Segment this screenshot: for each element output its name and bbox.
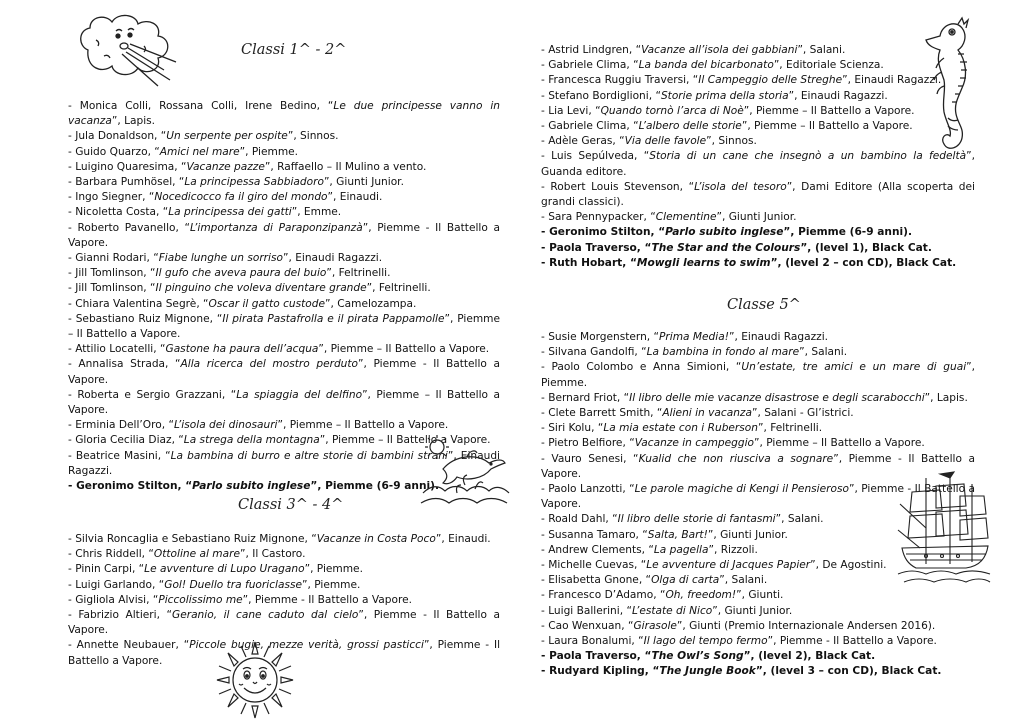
book-title: Le avventure di Lupo Uragano [144,563,305,576]
book-entry [68,608,500,638]
book-publisher: ”, Giunti Junior. [707,528,788,541]
book-author: - Geronimo Stilton, “ [541,226,666,239]
book-entry [541,210,975,225]
book-entry [541,436,975,451]
book-title: La bambina in fondo al mare [646,346,800,359]
book-entry [68,388,500,418]
book-publisher: ”, Piemme. [239,145,299,158]
book-entry [541,588,975,603]
book-author: - Laura Bonalumi, “ [541,635,644,648]
book-publisher: ”, Raffaello – Il Mulino a vento. [264,160,427,173]
book-entry [68,145,500,160]
sailing-ship-icon [896,470,994,590]
book-title: La banda del bicarbonato [638,59,774,72]
book-author: - Elisabetta Gnone, “ [541,574,652,587]
book-publisher: ”, Piemme – Il Battello a Vapore. [319,434,491,447]
book-entry [68,251,500,266]
heading-classe-5: Classe 5^ [727,297,801,313]
book-title: Quando tornò l’arca di Noè [600,104,744,117]
book-publisher: ”, Einaudi Ragazzi. [728,331,829,343]
book-author: - Jill Tomlinson, “ [68,267,156,280]
book-publisher: ”, Sinnos. [287,130,339,143]
book-title: Prima Media! [659,331,729,343]
book-publisher: ”, Einaudi Ragazzi. [68,449,500,477]
book-publisher: ”, Piemme - Il Battello a Vapore. [68,221,500,249]
book-entry [68,593,500,608]
book-entry [541,619,975,634]
book-title: Gastone ha paura dell’acqua [165,343,319,356]
book-author: - Francesca Ruggiu Traversi, “ [541,74,699,87]
book-publisher: ”, Piemme - Il Battello a Vapore. [541,452,976,480]
book-publisher: ”, Einaudi. [327,191,383,204]
book-author: - Chiara Valentina Segrè, “ [68,297,209,310]
book-publisher: ”, Piemme - Il Battello a Vapore. [68,358,500,386]
book-entry [541,649,975,664]
book-title: L’isola del tesoro [694,180,787,193]
book-title: Vacanze pazze [186,160,265,173]
book-author: - Silvia Roncaglia e Sebastiano Ruiz Mignone, “ [68,533,317,545]
book-publisher: ”, Giunti. [736,589,784,602]
book-author: - Sebastiano Ruiz Mignone, “ [68,312,223,325]
book-entry [541,634,975,649]
book-author: - Vauro Senesi, “ [541,452,639,465]
book-title: La pagella [653,543,709,556]
book-entry [541,664,975,679]
book-title: Piccole bugie, mezze verità, grossi pasticci [189,639,424,652]
book-author: - Susanna Tamaro, “ [541,528,648,541]
book-entry [68,205,500,220]
book-title: Il libro delle storie di fantasmi [617,513,776,526]
book-title: La mia estate con i Ruberson [603,422,759,435]
book-entry [541,421,975,436]
book-author: - Jula Donaldson, “ [68,130,167,143]
book-title: Il lago del tempo fermo [643,635,768,648]
book-title: The Owl’s Song [651,650,744,663]
book-title: Il Campeggio delle Streghe [698,74,843,87]
book-publisher: ”, Salani - Gl’istrici. [751,407,854,420]
book-author: - Fabrizio Altieri, “ [68,609,172,622]
book-publisher: ”, Piemme - Il Battello a Vapore. [242,593,412,606]
book-entry [68,578,500,593]
book-title: Gol! Duello tra fuoriclasse [164,578,303,591]
book-publisher: ”, Editoriale Scienza. [773,59,884,72]
book-author: - Luigi Garlando, “ [68,578,165,591]
book-publisher: ”, Piemme – Il Battello a Vapore. [318,343,490,356]
book-title: Vacanze in campeggio [634,437,755,450]
book-publisher: ”, Il Castoro. [239,548,306,561]
book-publisher: ”, Einaudi Ragazzi. [282,252,383,265]
book-title: Il pirata Pastafrolla e il pirata Pappamolle [222,312,445,325]
book-publisher: ”, Piemme – Il Battello a Vapore. [277,419,449,432]
book-author: - Astrid Lindgren, “ [541,44,642,56]
book-title: Kualid che non riusciva a sognare [638,452,834,465]
book-entry [541,180,975,210]
book-publisher: ”, Lapis. [111,115,156,128]
book-title: La bambina di burro e altre storie di bambini strani [170,449,448,462]
book-entry [541,604,975,619]
book-author: - Paola Traverso, “ [541,241,652,254]
book-title: Via delle favole [624,135,707,148]
book-author: - Guido Quarzo, “ [68,145,160,158]
book-author: - Adèle Geras, “ [541,135,625,148]
book-publisher: ”, Giunti (Premio Internazionale Andersen 2016). [676,619,936,632]
book-author: - Cao Wenxuan, “ [541,619,634,632]
book-publisher: ”, Piemme. [304,563,363,576]
book-publisher: ”, Piemme – Il Battello a Vapore. [68,388,500,417]
book-entry [541,345,975,360]
book-author: - Lia Levi, “ [541,104,601,117]
book-entry [541,89,975,104]
wind-cloud-icon [74,10,184,92]
book-publisher: ”, Einaudi. [435,533,491,545]
book-publisher: ”, Rizzoli. [708,543,758,556]
book-author: - Susie Morgenstern, “ [541,331,660,343]
book-publisher: ”, Giunti Junior. [712,604,793,617]
book-publisher: ”, Piemme - Il Battello a Vapore. [68,639,501,667]
book-title: Girasole [633,619,677,632]
book-title: Alla ricerca del mostro perduto [180,358,359,371]
book-author: - Gloria Cecilia Diaz, “ [68,434,184,447]
book-author: - Erminia Dell’Oro, “ [68,419,174,432]
book-entry [541,149,975,179]
book-author: - Michelle Cuevas, “ [541,559,647,572]
book-entry [68,129,500,144]
book-publisher: ”, Feltrinelli. [326,267,391,280]
book-title: Vacanze all’isola dei gabbiani [641,44,798,56]
book-author: - Chris Riddell, “ [68,548,154,561]
book-publisher: ”, Feltrinelli. [366,282,431,295]
book-title: Le parole magiche di Kengi il Pensieroso [634,483,849,496]
book-entry [68,297,500,312]
book-title: Le due principesse vanno in vacanza [68,100,500,128]
book-entry [541,241,975,256]
book-entry [68,532,500,547]
book-publisher: ”, Giunti Junior. [716,211,797,224]
book-publisher: ”, Emme. [291,206,342,219]
sun-wave-dolphin-icon [417,433,513,509]
book-entry [541,73,975,88]
book-publisher: ”, Piemme. [541,361,976,389]
book-author: - Geronimo Stilton, “ [68,480,193,493]
book-author: - Pinin Carpi, “ [68,563,145,576]
book-entry [68,190,500,205]
sun-face-icon [211,638,299,720]
book-author: - Gigliola Alvisi, “ [68,593,159,606]
book-entry [68,221,500,251]
book-author: - Annette Neubauer, “ [68,639,190,652]
book-title: Un’estate, tre amici e un mare di guai [741,361,967,374]
book-publisher: ”, (level 3 – con CD), Black Cat. [755,665,942,678]
book-entry [68,266,500,281]
book-author: - Siri Kolu, “ [541,422,604,435]
book-author: - Jill Tomlinson, “ [68,282,156,295]
book-author: - Pietro Belfiore, “ [541,437,635,450]
book-publisher: ”, Piemme - Il Battello a Vapore. [68,609,500,637]
book-publisher: ”, Piemme – Il Battello a Vapore. [68,312,501,341]
book-title: Mowgli learns to swim [636,256,771,269]
book-title: L’isola dei dinosauri [173,419,278,432]
book-entry [68,312,500,342]
book-author: - Nicoletta Costa, “ [68,206,169,219]
book-entry [541,104,975,119]
book-title: Il gufo che aveva paura del buio [155,267,327,280]
book-title: L’albero delle storie [638,120,742,133]
book-entry [68,418,500,433]
book-author: - Roald Dahl, “ [541,513,618,526]
book-entry [541,360,975,390]
book-author: - Paolo Colombo e Anna Simioni, “ [541,361,742,374]
book-author: - Roberta e Sergio Grazzani, “ [68,388,237,401]
book-author: - Luis Sepúlveda, “ [541,150,650,163]
book-author: - Gianni Rodari, “ [68,252,159,265]
book-publisher: ”, Sinnos. [706,135,757,148]
book-publisher: ”, Dami Editore (Alla scoperta dei grandi classici). [541,180,975,209]
book-title: Nocedicocco fa il giro del mondo [154,191,328,204]
book-title: La principessa Sabbiadoro [184,176,324,189]
book-title: Alieni in vacanza [662,407,752,420]
book-author: - Gabriele Clima, “ [541,120,639,133]
book-entry [541,391,975,406]
book-title: Fiabe lunghe un sorriso [158,252,283,265]
book-author: - Luigino Quaresima, “ [68,160,187,173]
book-entry [68,281,500,296]
heading-classi-1-2: Classi 1^ - 2^ [241,42,347,58]
book-publisher: ”, Einaudi Ragazzi. [788,89,888,102]
book-publisher: ”, Piemme - Il Battello a Vapore. [767,635,937,648]
book-entry [541,330,975,345]
book-title: L’importanza di Paraponzipanzà [190,221,363,234]
book-title: La spiaggia del delfino [236,388,363,401]
book-publisher: ”, Salani. [799,346,848,359]
book-title: L’estate di Nico [631,604,713,617]
book-author: - Robert Louis Stevenson, “ [541,180,695,193]
book-publisher: ”, Salani. [775,513,824,526]
book-title: La strega della montagna [183,434,320,447]
book-author: - Silvana Gandolfi, “ [541,346,647,359]
book-entry [541,43,975,58]
book-title: Geranio, il cane caduto dal cielo [171,609,359,622]
book-author: - Ingo Siegner, “ [68,191,155,204]
book-author: - Paolo Lanzotti, “ [541,483,635,496]
book-author: - Barbara Pumhösel, “ [68,176,185,189]
book-author: - Francesco D’Adamo, “ [541,589,666,602]
book-author: - Bernard Friot, “ [541,391,630,404]
book-title: Salta, Bart! [647,528,708,541]
book-entry [541,256,975,271]
book-entry [541,134,975,149]
book-author: - Clete Barrett Smith, “ [541,407,663,420]
book-entry [541,406,975,421]
book-title: Olga di carta [651,574,720,587]
book-author: - Luigi Ballerini, “ [541,604,632,617]
book-publisher: ”, Guanda editore. [541,150,975,178]
book-title: Clementine [655,211,717,224]
book-author: - Roberto Pavanello, “ [68,221,191,234]
book-publisher: ”, Piemme (6-9 anni). [783,226,912,239]
book-title: Storia di un cane che insegnò a un bambino la fedeltà [649,150,967,163]
book-entry [68,547,500,562]
book-entry [68,160,500,175]
book-publisher: ”, De Agostini. [810,559,887,572]
book-author: - Sara Pennypacker, “ [541,211,656,224]
book-author: - Gabriele Clima, “ [541,59,639,72]
book-title: Le avventure di Jacques Papier [646,559,811,572]
book-entry [68,99,500,129]
book-author: - Paola Traverso, “ [541,650,652,663]
book-entry [541,119,975,134]
book-title: Parlo subito inglese [665,226,784,239]
book-title: Oh, freedom! [665,589,737,602]
book-list-classe-5-top [541,43,975,271]
book-title: Parlo subito inglese [192,480,311,493]
book-publisher: ”, Einaudi Ragazzi. [842,74,942,87]
book-publisher: ”, (level 2 – con CD), Black Cat. [770,256,957,269]
book-title: The Star and the Colours [651,241,801,254]
book-title: Storie prima della storia [660,89,789,102]
book-entry [68,175,500,190]
book-publisher: ”, (level 2), Black Cat. [743,650,876,663]
book-entry [541,58,975,73]
book-author: - Beatrice Masini, “ [68,449,171,462]
book-title: La principessa dei gatti [168,206,292,219]
book-author: - Rudyard Kipling, “ [541,665,660,678]
book-entry [68,562,500,577]
book-publisher: ”, Piemme (6-9 anni). [310,480,439,493]
book-entry [541,225,975,240]
book-author: - Annalisa Strada, “ [68,358,181,371]
book-publisher: ”, Piemme – Il Battello a Vapore. [754,437,925,450]
book-publisher: ”, Lapis. [924,391,968,404]
book-author: - Andrew Clements, “ [541,543,654,556]
book-title: Piccolissimo me [158,593,243,606]
book-publisher: ”, Piemme - Il Battello a Vapore. [541,483,975,511]
book-title: The Jungle Book [659,665,756,678]
book-author: - Attilio Locatelli, “ [68,343,166,356]
book-title: Vacanze in Costa Poco [316,533,436,545]
book-publisher: ”, Salani. [797,44,846,56]
book-title: Il libro delle mie vacanze disastrose e degli scarabocchi [629,391,925,404]
book-title: Oscar il gatto custode [208,297,326,310]
book-publisher: ”, Camelozampa. [325,297,417,310]
book-author: - Monica Colli, Rossana Colli, Irene Bedino, “ [68,100,334,112]
book-title: Amici nel mare [159,145,240,158]
book-title: Il pinguino che voleva diventare grande [155,282,367,295]
book-author: - Stefano Bordiglioni, “ [541,89,661,102]
book-publisher: ”, (level 1), Black Cat. [800,241,932,254]
book-publisher: ”, Piemme – Il Battello a Vapore. [741,120,913,133]
book-author: - Ruth Hobart, “ [541,256,637,269]
book-publisher: ”, Feltrinelli. [758,422,823,435]
book-entry [68,342,500,357]
book-entry [68,357,500,387]
seahorse-icon [918,14,974,164]
book-publisher: ”, Giunti Junior. [323,176,404,189]
book-title: Ottoline al mare [153,548,240,561]
book-publisher: ”, Salani. [719,574,768,587]
book-publisher: ”, Piemme. [302,578,361,591]
heading-classi-3-4: Classi 3^ - 4^ [238,497,344,513]
book-title: Un serpente per ospite [166,130,288,143]
book-publisher: ”, Piemme – Il Battello a Vapore. [743,104,915,117]
